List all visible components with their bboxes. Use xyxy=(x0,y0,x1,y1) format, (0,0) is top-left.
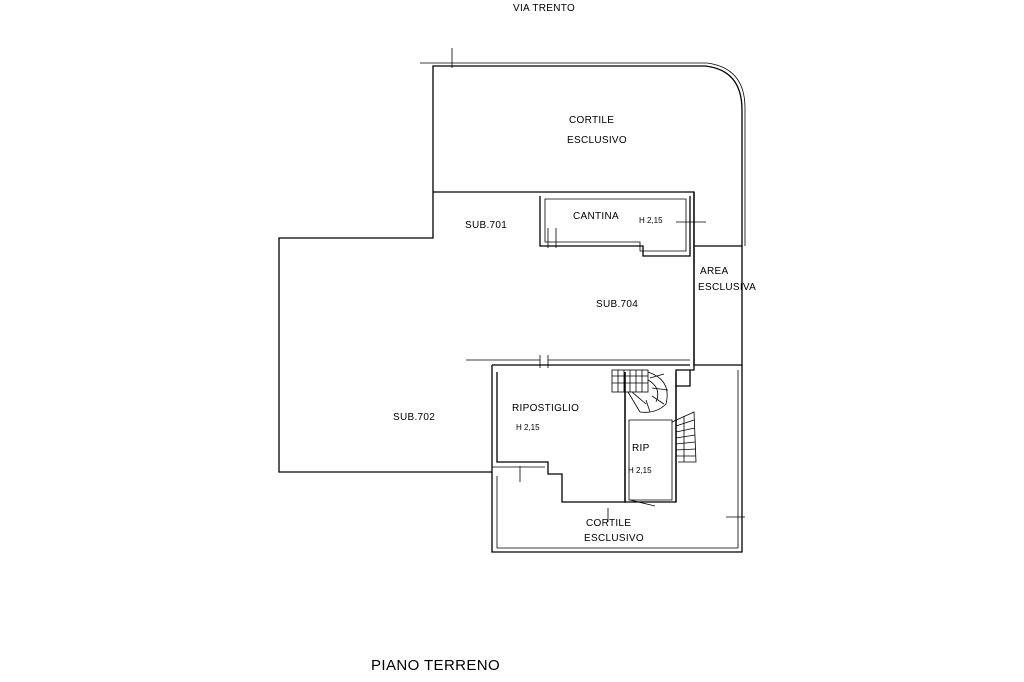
room-label-cortile-top-2: ESCLUSIVO xyxy=(567,135,627,146)
room-label-sub704: SUB.704 xyxy=(596,299,639,310)
street-label: VIA TRENTO xyxy=(513,3,576,14)
area-esclusiva-outline xyxy=(694,246,742,365)
ripostiglio-height: H 2,15 xyxy=(516,423,540,432)
rip-height: H 2,15 xyxy=(628,466,652,475)
floor-title: PIANO TERRENO xyxy=(371,657,501,674)
room-label-rip: RIP xyxy=(632,443,650,454)
cantina-height: H 2,15 xyxy=(639,216,663,225)
room-label-cantina: CANTINA xyxy=(573,211,619,222)
room-label-sub701: SUB.701 xyxy=(465,220,508,231)
room-label-area-2: ESCLUSIVA xyxy=(698,282,757,293)
room-label-cortile-top-1: CORTILE xyxy=(569,115,615,126)
staircase xyxy=(612,370,668,412)
room-label-cortile-bottom-2: ESCLUSIVO xyxy=(584,533,644,544)
cantina-outline xyxy=(540,196,706,256)
room-label-area-1: AREA xyxy=(700,266,729,277)
room-label-ripostiglio: RIPOSTIGLIO xyxy=(512,403,580,414)
building-outline xyxy=(279,192,694,472)
room-label-cortile-bottom-1: CORTILE xyxy=(586,518,632,529)
room-label-sub702: SUB.702 xyxy=(393,412,436,423)
ripostiglio-outline xyxy=(492,372,676,506)
